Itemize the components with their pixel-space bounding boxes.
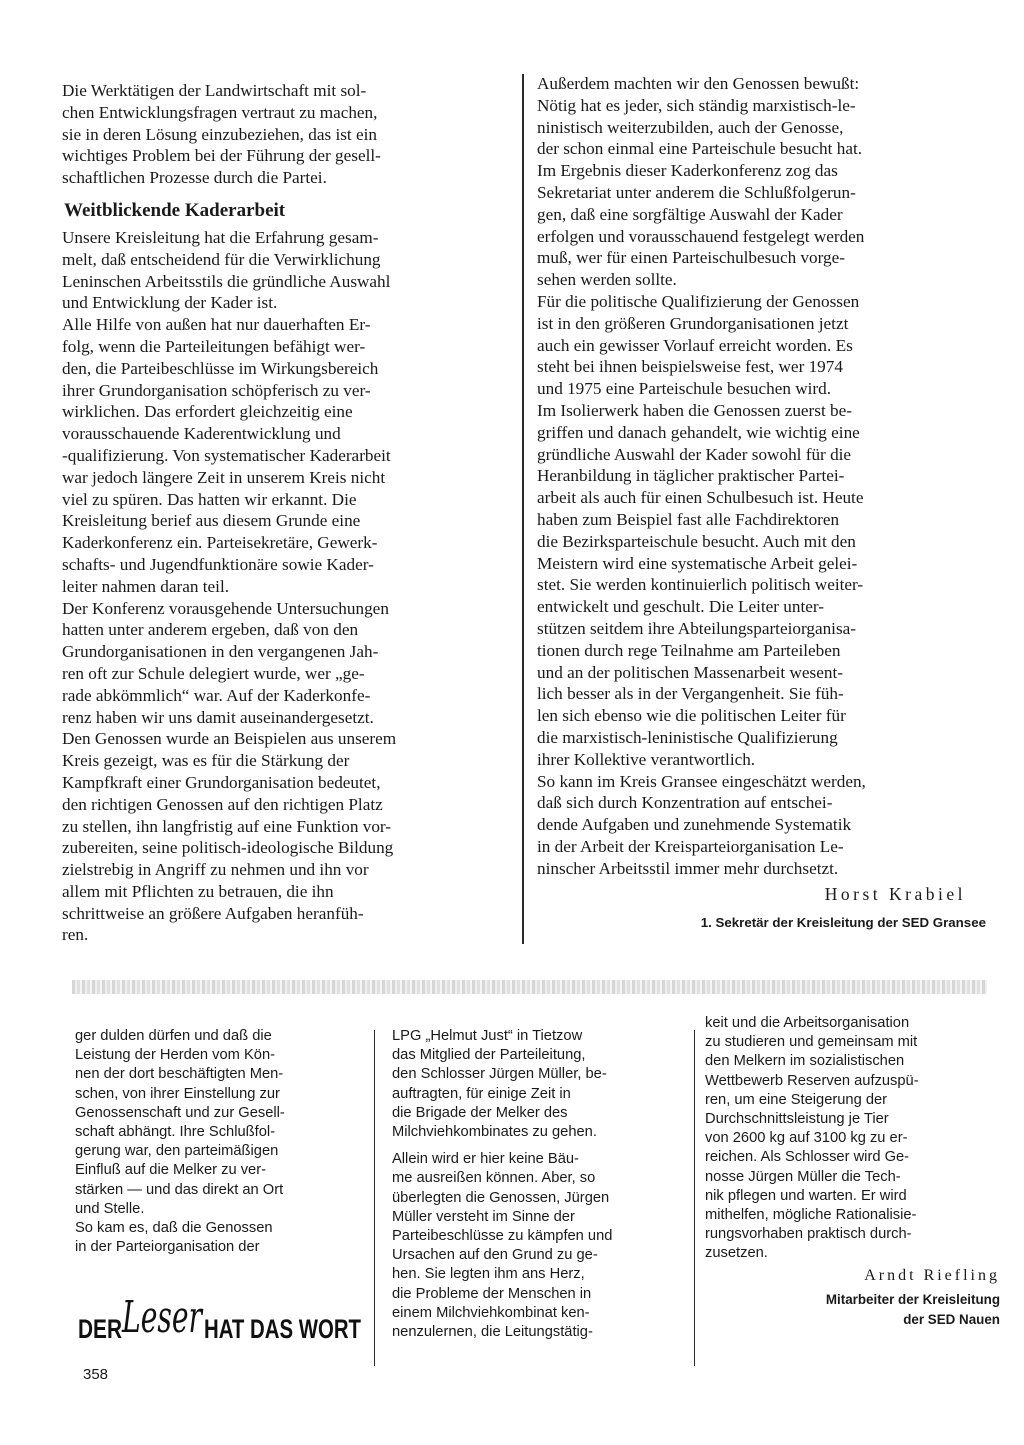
text-line: So kam es, daß die Genossen	[75, 1220, 273, 1237]
text-line: ihrer Kollektive verantwortlich.	[537, 749, 756, 769]
article-column-right	[537, 73, 977, 879]
text-line: ren.	[62, 925, 89, 945]
page-number: 358	[83, 1366, 109, 1383]
text-line: Genossenschaft und zur Gesell-	[75, 1104, 285, 1121]
text-line: vorausschauende Kaderentwicklung und	[62, 424, 341, 444]
text-line: stärken — und das direkt an Ort	[75, 1181, 284, 1198]
text-line: Unsere Kreisleitung hat die Erfahrung gesam-	[62, 227, 379, 247]
text-line: und 1975 eine Parteischule besuchen wird.	[537, 379, 832, 399]
text-line: nosse Jürgen Müller die Tech-	[705, 1168, 901, 1185]
text-line: Wettbewerb Reserven aufzuspü-	[705, 1072, 919, 1089]
text-line: haben zum Beispiel fast alle Fachdirektoren	[537, 509, 840, 529]
text-line: überlegten die Genossen, Jürgen	[392, 1189, 610, 1206]
text-line: sehen werden sollte.	[537, 270, 677, 290]
text-line: Milchviehkombinates zu gehen.	[392, 1124, 597, 1141]
text-line: Leistung der Herden vom Kön-	[75, 1047, 276, 1064]
text-line: Die Werktätigen der Landwirtschaft mit sol-	[62, 81, 367, 100]
text-line: und Entwicklung der Kader ist.	[62, 293, 278, 313]
text-line: keit und die Arbeitsorganisation	[705, 1015, 910, 1031]
text-line: len sich ebenso wie die politischen Leiter für	[537, 706, 846, 726]
article-column-left	[62, 80, 510, 946]
text-line: -qualifizierung. Von systematischer Kaderarbeit	[62, 445, 391, 465]
letter-author-name: Arndt Riefling	[864, 1267, 1000, 1284]
text-line: entwickelt und geschult. Die Leiter unter-	[537, 597, 824, 617]
text-line: ren, um eine Steigerung der	[705, 1091, 888, 1108]
text-line: gen, daß eine sorgfältige Auswahl der Kader	[537, 204, 843, 224]
text-line: die Brigade der Melker des	[392, 1104, 568, 1121]
column-divider	[522, 74, 524, 944]
text-line: das Mitglied der Parteileitung,	[392, 1047, 586, 1064]
text-line: schen, von ihrer Einstellung zur	[75, 1085, 280, 1102]
author-name: Horst Krabiel	[824, 884, 966, 904]
text-line: schrittweise an größere Aufgaben heranfüh-	[62, 903, 364, 923]
text-line: einem Milchviehkombinat ken-	[392, 1304, 590, 1321]
text-line: ninistisch weiterzubilden, auch der Genosse,	[537, 117, 844, 137]
section-separator	[72, 980, 987, 994]
text-line: den, die Parteibeschlüsse im Wirkungsbereich	[62, 358, 379, 378]
text-line: lich besser als in der Vergangenheit. Sie füh-	[537, 684, 844, 704]
text-line: stet. Sie werden kontinuierlich politisch weiter-	[537, 575, 864, 595]
text-line: rungsvorhaben praktisch durch-	[705, 1226, 912, 1243]
text-line: auftragten, für einige Zeit in	[392, 1085, 571, 1102]
text-line: schaftlichen Prozesse durch die Partei.	[62, 168, 327, 188]
text-line: Leninschen Arbeitsstils die gründliche Auswahl	[62, 271, 391, 291]
text-line: schaft abhängt. Ihre Schlußfol-	[75, 1124, 276, 1141]
text-line: Nötig hat es jeder, sich ständig marxistisch-le-	[537, 95, 856, 115]
text-line: rade abkömmlich“ war. Auf der Kaderkonfe-	[62, 685, 371, 705]
section-heading: Weitblickende Kaderarbeit	[64, 199, 286, 221]
intro-paragraph	[62, 80, 510, 189]
text-line: auch ein gewisser Vorlauf erreicht worden. Es	[537, 335, 853, 355]
text-line: Grundorganisationen in den vergangenen Jah-	[62, 642, 379, 662]
text-line: stützen seitdem ihre Abteilungsparteiorganisa-	[537, 618, 857, 638]
text-line: Den Genossen wurde an Beispielen aus unserem	[62, 729, 397, 749]
text-line: war jedoch längere Zeit in unserem Kreis nicht	[62, 467, 386, 487]
letter-author-role: der SED Nauen	[903, 1312, 1000, 1327]
text-line: Außerdem machten wir den Genossen bewußt:	[537, 74, 860, 93]
text-line: von 2600 kg auf 3100 kg zu er-	[705, 1130, 908, 1147]
text-line: LPG „Helmut Just“ in Tietzow	[392, 1028, 583, 1044]
text-line: ren oft zur Schule delegiert wurde, wer „ge-	[62, 663, 365, 683]
body-text	[62, 227, 510, 946]
column-divider	[694, 1030, 695, 1366]
text-line: nenzulernen, die Leitungstätig-	[392, 1324, 593, 1341]
text-line: nik pflegen und warten. Er wird	[705, 1187, 907, 1204]
letter-column-2	[392, 1027, 684, 1342]
text-line: zielstrebig in Angriff zu nehmen und ihn vor	[62, 860, 369, 880]
letter-author-role: Mitarbeiter der Kreisleitung	[825, 1292, 1000, 1307]
text-line: die Probleme der Menschen in	[392, 1285, 592, 1302]
text-line: Alle Hilfe von außen hat nur dauerhaften Er-	[62, 315, 371, 335]
banner-script: Leser	[121, 1292, 204, 1343]
text-line: nen der dort beschäftigten Men-	[75, 1066, 284, 1083]
text-line: Durchschnittsleistung je Tier	[705, 1111, 889, 1128]
text-line: Im Ergebnis dieser Kaderkonferenz zog das	[537, 161, 838, 181]
text-line: Kreis gezeigt, was es für die Stärkung der	[62, 751, 350, 771]
text-line: Kreisleitung berief aus diesem Grunde eine	[62, 511, 361, 531]
text-line: griffen und danach gehandelt, wie wichtig eine	[537, 422, 860, 442]
text-line: muß, wer für einen Parteischulbesuch vorge-	[537, 248, 846, 268]
text-line: Meistern wird eine systematische Arbeit gelei-	[537, 553, 858, 573]
text-line: me ausreißen können. Aber, so	[392, 1170, 596, 1187]
text-line: Allein wird er hier keine Bäu-	[392, 1151, 579, 1168]
text-line: Kampfkraft einer Grundorganisation bedeutet,	[62, 772, 381, 792]
text-line: die marxistisch-leninistische Qualifizierung	[537, 727, 838, 747]
text-line: folg, wenn die Parteileitungen befähigt wer-	[62, 336, 366, 356]
text-line: Müller versteht im Sinne der	[392, 1208, 575, 1225]
text-line: und Stelle.	[75, 1200, 145, 1217]
letter-column-3	[705, 1014, 997, 1264]
text-line: arbeit als auch für einen Schulbesuch ist. Heute	[537, 488, 864, 508]
text-line: sie in deren Lösung einzubeziehen, das ist ein	[62, 124, 378, 144]
text-line: den richtigen Genossen auf den richtigen Platz	[62, 794, 383, 814]
letter-column-1	[75, 1027, 363, 1257]
banner-part1: DER	[78, 1314, 122, 1344]
banner-part2: HAT DAS WORT	[204, 1314, 362, 1344]
text-line: dende Aufgaben und zunehmende Systematik	[537, 815, 852, 835]
text-line: die Bezirksparteischule besucht. Auch mit den	[537, 531, 856, 551]
text-line: leiter nahmen daran teil.	[62, 576, 230, 596]
text-line: zu stellen, ihn langfristig auf eine Funktion vor-	[62, 816, 392, 836]
text-line: tionen durch rege Teilnahme am Parteileben	[537, 640, 841, 660]
text-line: chen Entwicklungsfragen vertraut zu machen,	[62, 102, 378, 122]
text-line: erfolgen und vorausschauend festgelegt werden	[537, 226, 865, 246]
text-line: Der Konferenz vorausgehende Untersuchungen	[62, 598, 389, 618]
text-line: allem mit Pflichten zu betrauen, die ihn	[62, 881, 334, 901]
text-line: daß sich durch Konzentration auf entschei-	[537, 793, 833, 813]
text-line: Parteibeschlüsse zu kämpfen und	[392, 1228, 613, 1245]
text-line: mithelfen, mögliche Rationalisie-	[705, 1207, 917, 1224]
text-line: Im Isolierwerk haben die Genossen zuerst be-	[537, 400, 852, 420]
text-line: der schon einmal eine Parteischule besucht hat.	[537, 139, 863, 159]
text-line: viel zu spüren. Das hatten wir erkannt. Die	[62, 489, 357, 509]
section-banner	[78, 1288, 363, 1348]
author-role: 1. Sekretär der Kreisleitung der SED Gransee	[700, 915, 986, 930]
text-line: Für die politische Qualifizierung der Genossen	[537, 291, 860, 311]
text-line: zu studieren und gemeinsam mit	[705, 1034, 918, 1051]
text-line: schafts- und Jugendfunktionäre sowie Kader-	[62, 554, 374, 574]
text-line: den Melkern im sozialistischen	[705, 1053, 905, 1070]
text-line: ninscher Arbeitsstil immer mehr durchsetzt.	[537, 858, 839, 878]
text-line: und an der politischen Massenarbeit wesent-	[537, 662, 843, 682]
text-line: renz haben wir uns damit auseinandergesetzt.	[62, 707, 374, 727]
text-line: Sekretariat unter anderem die Schlußfolgerun-	[537, 182, 856, 202]
text-line: zusetzen.	[705, 1245, 768, 1262]
text-line: in der Parteiorganisation der	[75, 1239, 260, 1256]
text-line: steht bei ihnen beispielsweise fest, wer 1974	[537, 357, 843, 377]
text-line: ist in den größeren Grundorganisationen jetzt	[537, 313, 849, 333]
text-line: in der Arbeit der Kreisparteiorganisation Le-	[537, 836, 844, 856]
text-line: zubereiten, seine politisch-ideologische Bildung	[62, 838, 394, 858]
text-line: ger dulden dürfen und daß die	[75, 1028, 272, 1044]
text-line: wichtiges Problem bei der Führung der gesell-	[62, 146, 381, 166]
text-line: Kaderkonferenz ein. Parteisekretäre, Gewerk-	[62, 533, 378, 553]
text-line: hatten unter anderem ergeben, daß von den	[62, 620, 359, 640]
text-line: ihrer Grundorganisation schöpferisch zu ver-	[62, 380, 371, 400]
text-line: So kann im Kreis Gransee eingeschätzt werden,	[537, 771, 866, 791]
text-line: Ursachen auf den Grund zu ge-	[392, 1247, 598, 1264]
text-line: Einfluß auf die Melker zu ver-	[75, 1162, 267, 1179]
text-line: gerung war, den parteimäßigen	[75, 1143, 279, 1160]
text-line: reichen. Als Schlosser wird Ge-	[705, 1149, 910, 1166]
text-line: hen. Sie legten ihm ans Herz,	[392, 1266, 585, 1283]
text-line: gründliche Auswahl der Kader sowohl für die	[537, 444, 852, 464]
text-line: Heranbildung in täglicher praktischer Partei-	[537, 466, 845, 486]
text-line: den Schlosser Jürgen Müller, be-	[392, 1066, 607, 1083]
column-divider	[374, 1030, 375, 1366]
text-line: wirklichen. Das erfordert gleichzeitig eine	[62, 402, 353, 422]
text-line: melt, daß entscheidend für die Verwirklichung	[62, 249, 381, 269]
